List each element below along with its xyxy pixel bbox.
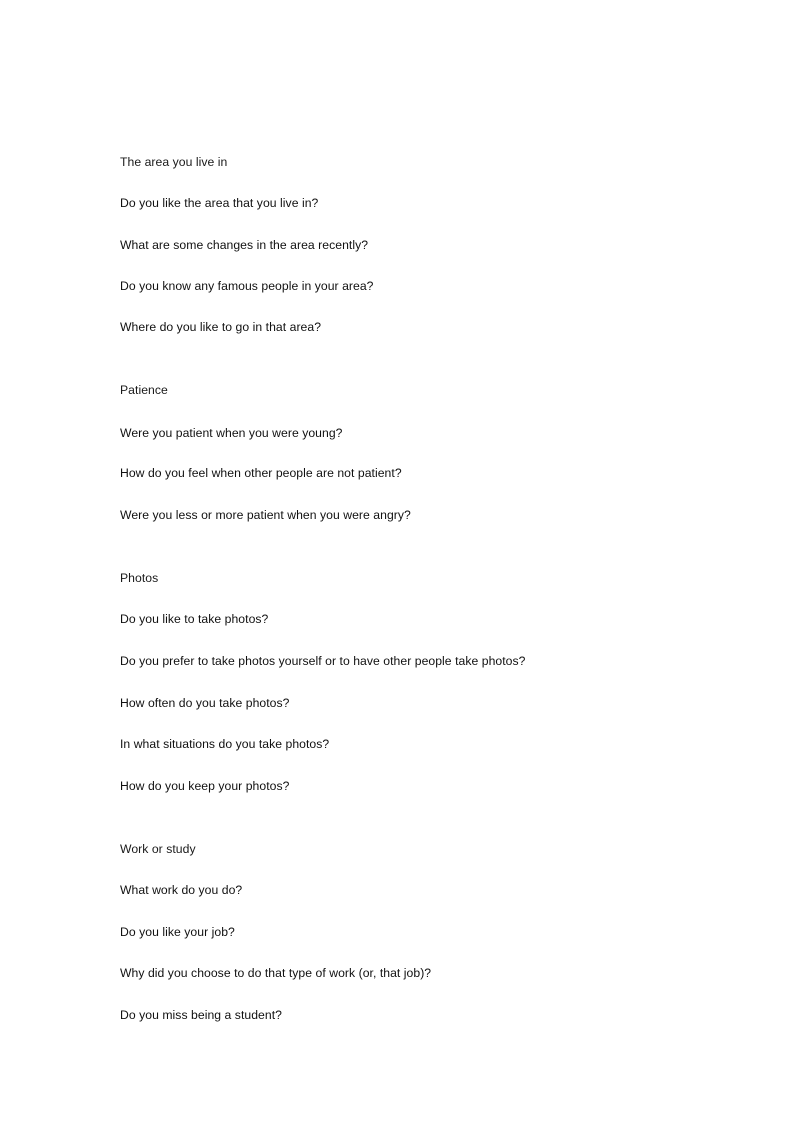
section-heading-area: The area you live in [120, 155, 228, 169]
question: Were you less or more patient when you were angry? [120, 508, 411, 522]
question: Do you like to take photos? [120, 612, 269, 626]
question: Were you patient when you were young? [120, 426, 343, 440]
question: Do you know any famous people in your area? [120, 279, 374, 293]
question: Do you prefer to take photos yourself or to have other people take photos? [120, 654, 526, 668]
question: In what situations do you take photos? [120, 737, 330, 751]
question: Where do you like to go in that area? [120, 320, 322, 334]
question: How do you keep your photos? [120, 779, 290, 793]
question: What are some changes in the area recently? [120, 238, 369, 252]
section-heading-photos: Photos [120, 571, 159, 585]
section-heading-patience: Patience [120, 383, 168, 397]
section-heading-work: Work or study [120, 842, 196, 856]
question: Do you like the area that you live in? [120, 196, 319, 210]
question: Why did you choose to do that type of work (or, that job)? [120, 966, 432, 980]
question: How often do you take photos? [120, 696, 290, 710]
question: Do you miss being a student? [120, 1008, 282, 1022]
question: How do you feel when other people are not patient? [120, 466, 402, 480]
question: What work do you do? [120, 883, 243, 897]
question: Do you like your job? [120, 925, 235, 939]
